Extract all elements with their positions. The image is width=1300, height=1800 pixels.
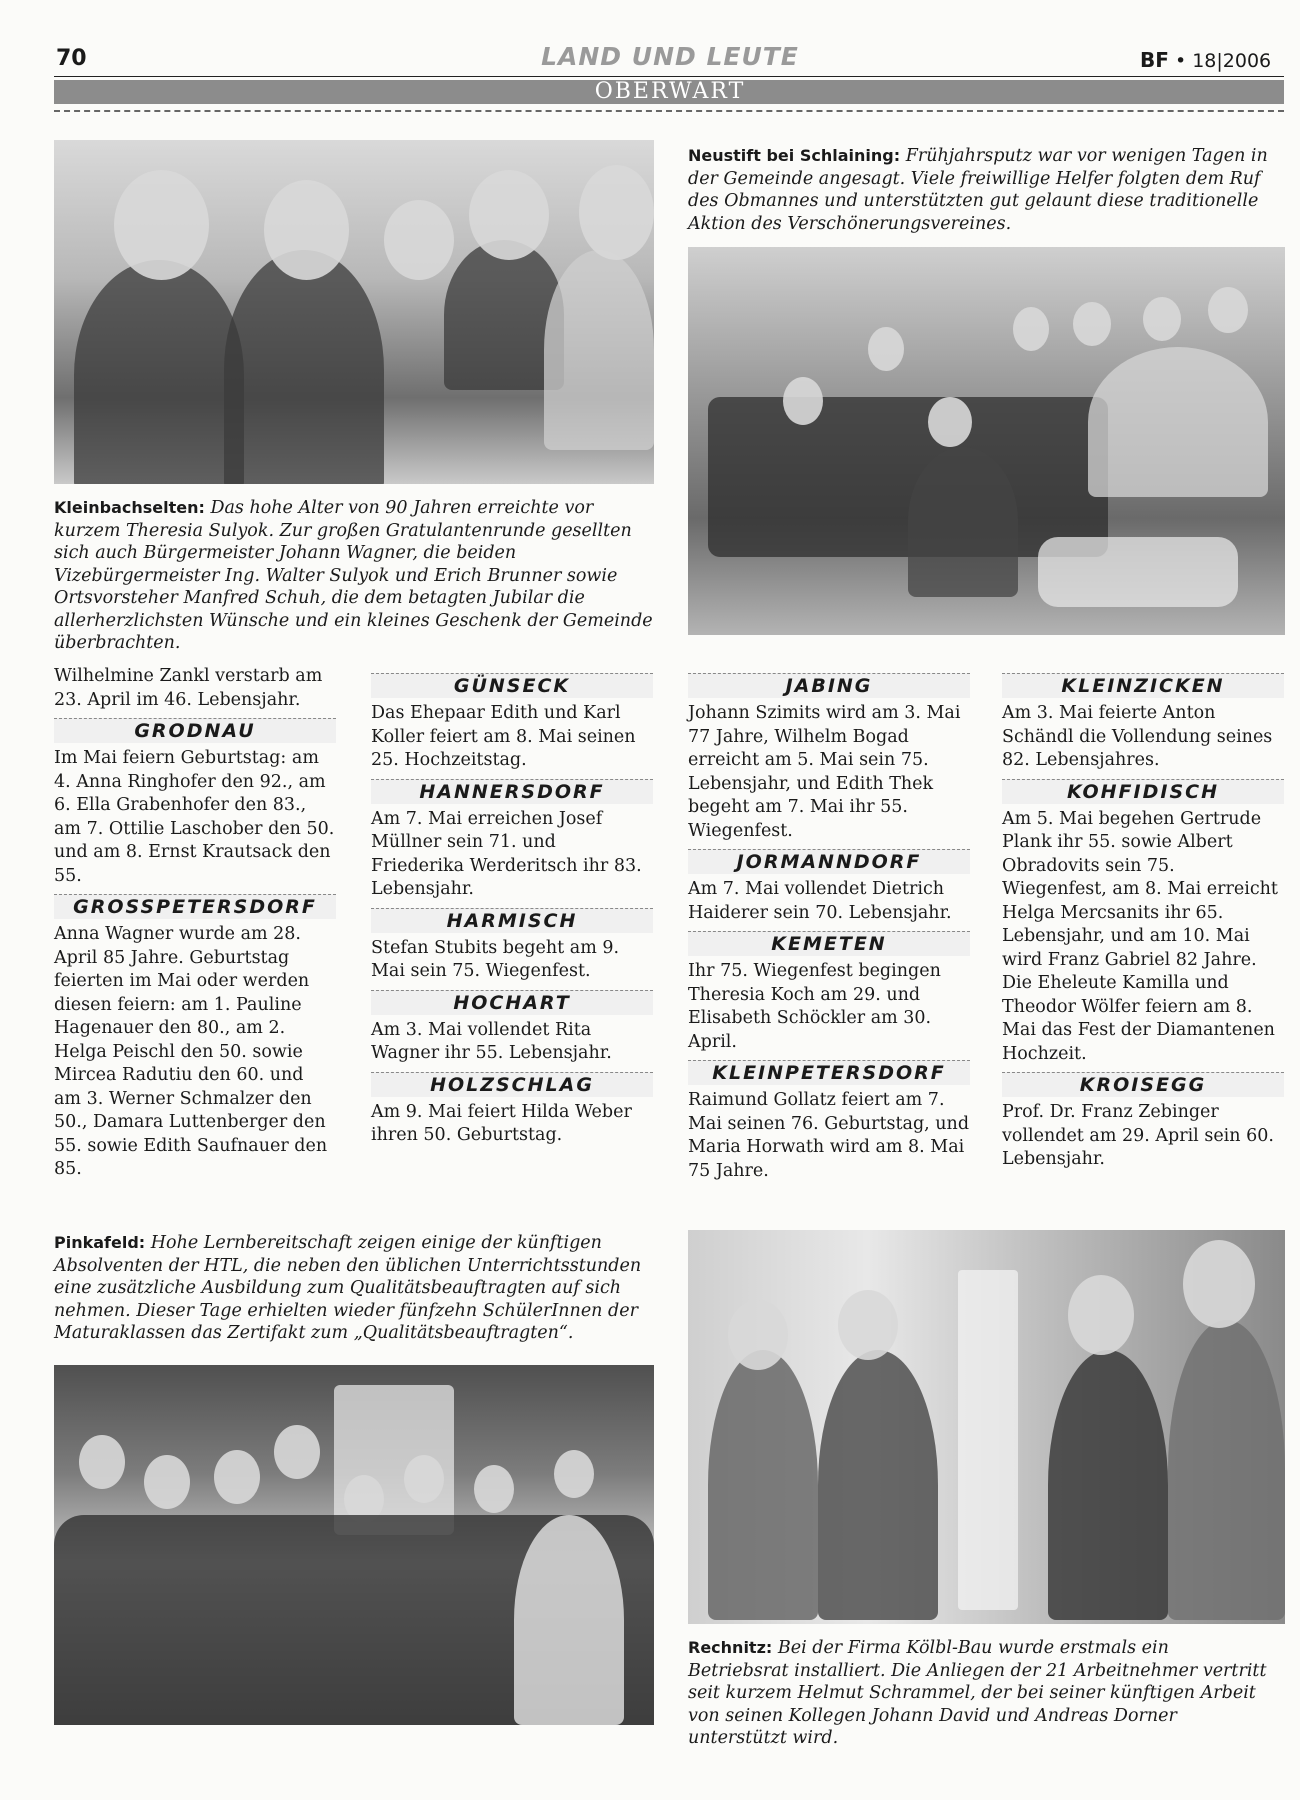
photo-neustift [688,247,1285,635]
column-1 [54,665,336,1182]
caption-text: Hohe Lernbereitschaft zeigen einige der künftigen Absolventen der HTL, die neben den üblichen Unterrichtsstunden eine zusätzliche Ausbildung zum Qualitätsbeauftragten auf sich nehmen. Dieser Tage erhielten wieder fünfzehn SchülerInnen der Maturaklassen das Zertifakt zum „Qualitätsbeauftragten“. [54,1233,642,1343]
text-hannersdorf: Am 7. Mai erreichen Josef Müllner sein 71. und Friederika Werderitsch ihr 83. Lebensjahr. [371,808,642,899]
caption-text: Das hohe Alter von 90 Jahren erreichte vor kurzem Theresia Sulyok. Zur großen Gratulantenrunde gesellten sich auch Bürgermeister Johann Wagner, die beiden Vizebürgermeister Ing. Walter Sulyok und Erich Brunner sowie Ortsvorsteher Manfred Schuh, die dem betagten Jubilar die allerherzlichsten Wünsche und ein kleines Geschenk der Gemeinde überbrachten. [54,498,653,653]
issue-separator: • [1174,50,1187,72]
caption-neustift [688,145,1273,235]
text-harmisch: Stefan Stubits begeht am 9. Mai sein 75. Wiegenfest. [371,937,620,981]
header-rule [54,76,1284,77]
heading-kohfidisch: KOHFIDISCH [1002,779,1284,804]
heading-hannersdorf: HANNERSDORF [371,779,653,804]
column-4 [1002,673,1284,1172]
text-jormanndorf: Am 7. Mai vollendet Dietrich Haiderer sein 70. Lebensjahr. [688,879,952,923]
photo-pinkafeld [54,1365,654,1725]
text-kleinzicken: Am 3. Mai feierte Anton Schändl die Vollendung seines 82. Lebensjahres. [1002,703,1273,770]
text-kleinpetersdorf: Raimund Gollatz feiert am 7. Mai seinen 76. Geburtstag, und Maria Horwath wird am 8. Mai 75 Jahre. [688,1090,970,1181]
heading-jabing: JABING [688,673,970,698]
caption-text: Bei der Firma Kölbl-Bau wurde erstmals ein Betriebsrat installiert. Die Anliegen der 21 Arbeitnehmer vertritt seit kurzem Helmut Schrammel, der bei seiner künftigen Arbeit von seinen Kollegen Johann David und Andreas Dorner unterstützt wird. [688,1638,1267,1748]
heading-kroisegg: KROISEGG [1002,1072,1284,1097]
heading-kleinpetersdorf: KLEINPETERSDORF [688,1060,970,1085]
caption-place: Neustift bei Schlaining: [688,146,901,165]
heading-hochart: HOCHART [371,990,653,1015]
text-grosspetersdorf: Anna Wagner wurde am 28. April 85 Jahre. Geburtstag feierten im Mai oder werden diesen feiern: am 1. Pauline Hagenauer den 80., am 2. Helga Peischl den 50. sowie Mircea Radutiu den 60. und am 3. Werner Schmalzer den 50., Damara Luttenberger den 55. sowie Edith Saufnauer den 85. [54,924,328,1179]
issue-number: 18|2006 [1192,50,1272,72]
caption-pinkafeld [54,1232,654,1345]
text-kohfidisch: Am 5. Mai begehen Gertrude Plank ihr 55. sowie Albert Obradovits sein 75. Wiegenfest, am 8. Mai erreicht Helga Mercsanits ihr 65. Lebensjahr, und am 10. Mai wird Franz Gabriel 82 Jahre. Die Eheleute Kamilla und Theodor Wölfer feiern am 8. Mai das Fest der Diamantenen Hochzeit. [1002,808,1278,1064]
header-dashed-rule [54,110,1284,112]
caption-place: Kleinbachselten: [54,498,205,517]
photo-kleinbachselten [54,140,654,484]
heading-jormanndorf: JORMANNDORF [688,849,970,874]
text-grodnau: Im Mai feiern Geburtstag: am 4. Anna Ringhofer den 92., am 6. Ella Grabenhofer den 83., am 7. Ottilie Laschober den 50. und am 8. Ernst Krautsack den 55. [54,748,335,886]
issue-info [1140,48,1271,72]
heading-grosspetersdorf: GROSSPETERSDORF [54,894,336,919]
region-title: OBERWART [594,79,746,104]
caption-place: Rechnitz: [688,1638,773,1657]
caption-text: Frühjahrsputz war vor wenigen Tagen in der Gemeinde angesagt. Viele freiwillige Helfer folgten dem Ruf des Obmannes und unterstützten gut gelaunt diese traditionelle Aktion des Verschönerungsvereines. [688,146,1268,234]
text-hochart: Am 3. Mai vollendet Rita Wagner ihr 55. Lebensjahr. [371,1019,612,1063]
heading-harmisch: HARMISCH [371,908,653,933]
issue-brand: BF [1140,48,1169,72]
heading-grodnau: GRODNAU [54,718,336,743]
caption-rechnitz [688,1637,1273,1750]
caption-place: Pinkafeld: [54,1233,146,1252]
heading-kemeten: KEMETEN [688,931,970,956]
text-kemeten: Ihr 75. Wiegenfest begingen Theresia Koch am 29. und Elisabeth Schöckler am 30. April. [688,961,941,1052]
photo-rechnitz [688,1230,1285,1624]
column-3 [688,673,970,1183]
text-guenseck: Das Ehepaar Edith und Karl Koller feiert am 8. Mai seinen 25. Hochzeitstag. [371,703,636,770]
heading-kleinzicken: KLEINZICKEN [1002,673,1284,698]
text-kroisegg: Prof. Dr. Franz Zebinger vollendet am 29. April sein 60. Lebensjahr. [1002,1102,1274,1169]
page-number: 70 [56,46,87,71]
text-jabing: Johann Szimits wird am 3. Mai 77 Jahre, Wilhelm Bogad erreicht am 5. Mai sein 75. Lebensjahr, und Edith Thek begeht am 7. Mai ihr 55. Wiegenfest. [688,703,961,841]
obituary-note: Wilhelmine Zankl verstarb am 23. April im 46. Lebensjahr. [54,666,323,710]
heading-guenseck: GÜNSECK [371,673,653,698]
column-2 [371,673,653,1148]
section-title: LAND UND LEUTE [541,42,799,71]
text-holzschlag: Am 9. Mai feiert Hilda Weber ihren 50. Geburtstag. [371,1101,632,1145]
caption-kleinbachselten [54,497,654,655]
heading-holzschlag: HOLZSCHLAG [371,1072,653,1097]
